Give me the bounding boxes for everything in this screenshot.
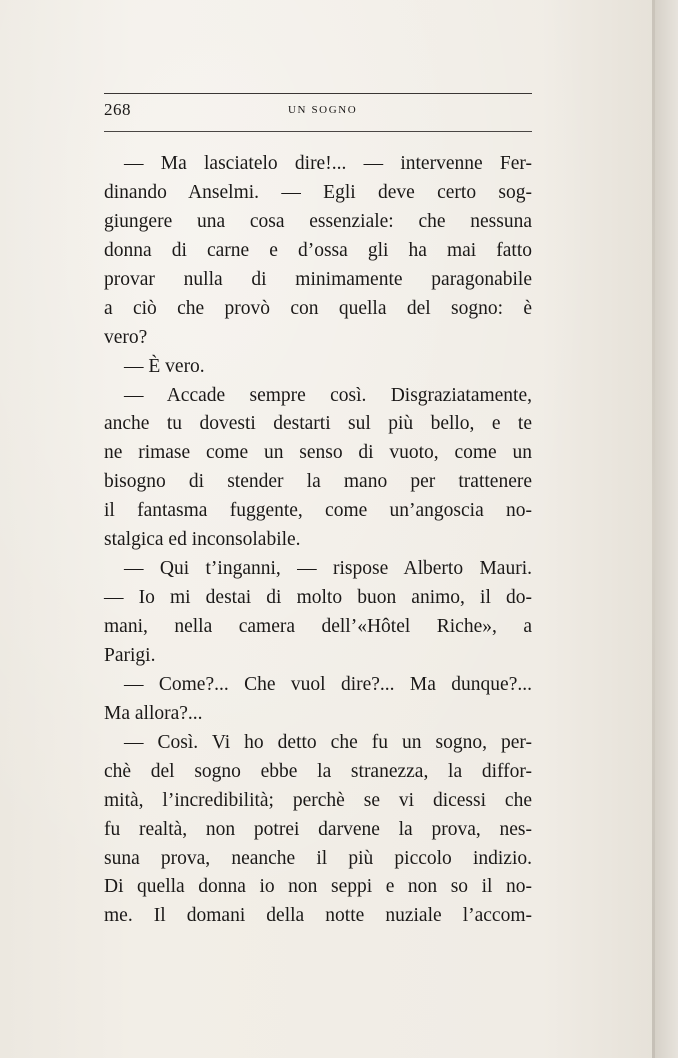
text-line: Parigi. <box>104 644 156 666</box>
text-line: bisogno di stender la mano per trattenere <box>104 471 532 493</box>
text-line: — Ma lasciatelo dire!... — intervenne Fer- <box>124 153 532 174</box>
page-number: 268 <box>104 100 131 119</box>
text-line: giungere una cosa essenziale: che nessuna <box>104 210 532 232</box>
text-line: vero? <box>104 326 148 348</box>
text-line: — Qui t’inganni, — rispose Alberto Mauri. <box>124 558 532 580</box>
text-line: mità, l’incredibilità; perchè se vi dicessi che <box>104 789 532 811</box>
text-line: stalgica ed inconsolabile. <box>104 529 301 551</box>
text-line: Di quella donna io non seppi e non so il no- <box>104 876 532 898</box>
text-line: anche tu dovesti destarti sul più bello, e te <box>104 413 532 435</box>
header-rule-bottom <box>104 131 532 132</box>
text-line: fu realtà, non potrei darvene la prova, nes- <box>104 818 532 840</box>
text-line: — Così. Vi ho detto che fu un sogno, per- <box>124 731 532 753</box>
text-line: — Io mi destai di molto buon animo, il do- <box>104 587 532 609</box>
header-rule-top <box>104 93 532 94</box>
text-line: ne rimase come un senso di vuoto, come un <box>104 442 532 464</box>
text-line: suna prova, neanche il più piccolo indizio. <box>104 847 532 869</box>
text-line: il fantasma fuggente, come un’angoscia no- <box>104 500 532 522</box>
body-text <box>104 150 532 931</box>
text-line: chè del sogno ebbe la stranezza, la diffor- <box>104 760 532 782</box>
text-line: — Come?... Che vuol dire?... Ma dunque?... <box>124 673 532 695</box>
text-line: provar nulla di minimamente paragonabile <box>104 268 532 290</box>
text-line: a ciò che provò con quella del sogno: è <box>104 297 532 319</box>
text-line: Ma allora?... <box>104 702 203 724</box>
page-gutter-shadow <box>655 0 678 1058</box>
text-line: mani, nella camera dell’«Hôtel Riche», a <box>104 616 532 637</box>
text-line: dinando Anselmi. — Egli deve certo sog- <box>104 181 532 203</box>
text-line: donna di carne e d’ossa gli ha mai fatto <box>104 239 532 261</box>
page-header <box>104 100 530 124</box>
text-line: — È vero. <box>124 355 205 377</box>
running-title: UN SOGNO <box>288 104 358 116</box>
text-line: — Accade sempre così. Disgraziatamente, <box>124 384 532 406</box>
text-line: me. Il domani della notte nuziale l’accom- <box>104 905 532 927</box>
